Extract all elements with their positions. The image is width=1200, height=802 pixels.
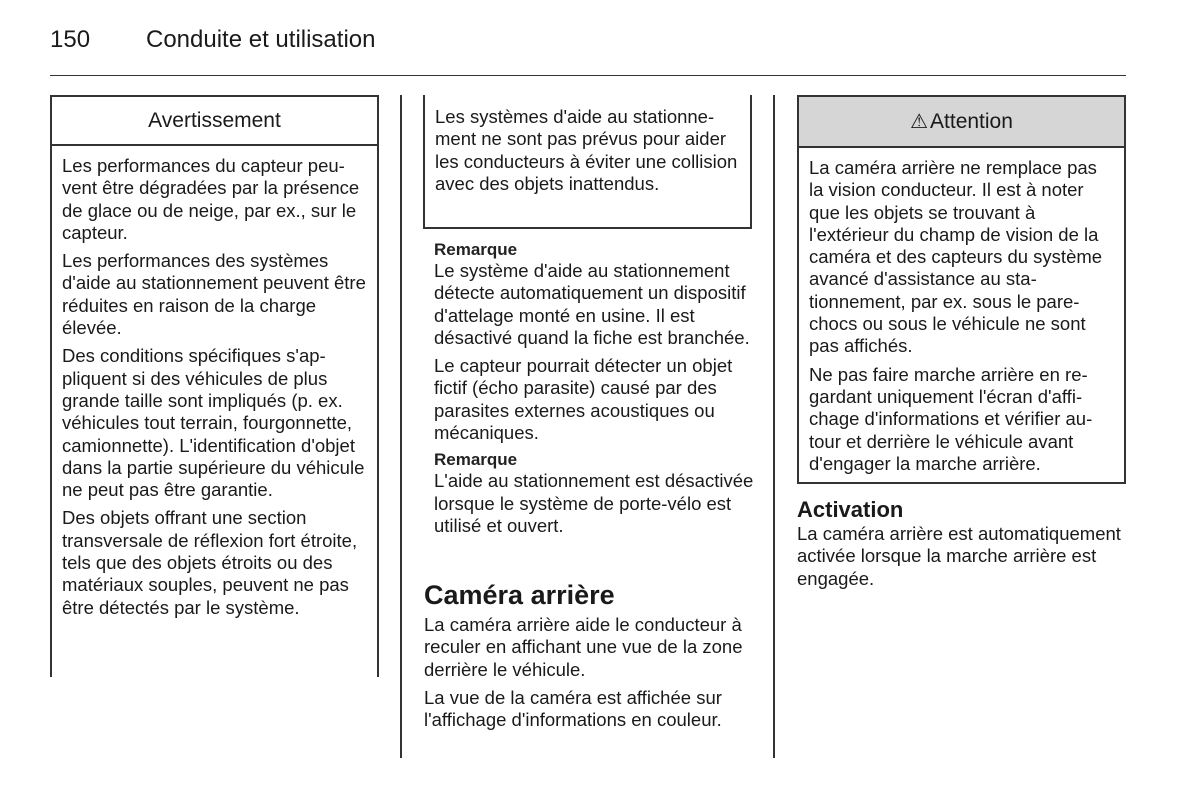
caution-header bbox=[799, 97, 1124, 148]
column-2-text bbox=[434, 240, 754, 543]
rear-camera-section bbox=[424, 574, 758, 737]
section-title: Caméra arrière bbox=[424, 580, 615, 610]
warning-paragraph: Les performances des systèmes d'aide au stationnement peuvent être réduites en raison de la charge élevée. bbox=[62, 250, 366, 339]
warning-paragraph: Des conditions spécifiques s'appliquent si des véhicules de plus grande taille sont impliqués (p. ex. véhicules tout terrain, fourgonnette, camionnette). L'identification d'objet dans la partie supérieure du véhicule ne peut pas être garantie. bbox=[62, 345, 365, 501]
page-header bbox=[50, 24, 1126, 76]
caution-paragraph: Ne pas faire marche arrière en regardant uniquement l'écran d'affichage d'informations et vérifier autour et derrière le véhicule avant d'engager la marche arrière. bbox=[809, 363, 1093, 474]
activation-paragraph: La caméra arrière est automatiquement activée lorsque la marche arrière est engagée. bbox=[797, 523, 1121, 589]
chapter-title: Conduite et utilisation bbox=[146, 26, 376, 53]
caution-paragraph: La caméra arrière ne remplace pas la vision conducteur. Il est à noter que les objets se trouvant à l'extérieur du champ de vision de la caméra et des capteurs du système avancé d'assistance au stationnement, par ex. sous le pare-chocs ou sous le véhicule ne sont pas affichés. bbox=[809, 157, 1103, 357]
warning-body bbox=[52, 146, 377, 619]
caution-body bbox=[799, 148, 1124, 475]
page-number: 150 bbox=[50, 26, 91, 53]
column-rule bbox=[773, 95, 775, 758]
warning-triangle-icon: ⚠ bbox=[910, 111, 929, 133]
caution-title: Attention bbox=[930, 109, 1013, 133]
section-paragraph: La vue de la caméra est affichée sur l'affichage d'informations en couleur. bbox=[424, 686, 722, 731]
warning-box bbox=[50, 95, 379, 677]
remark-label: Remarque bbox=[434, 240, 518, 259]
caution-box bbox=[797, 95, 1126, 484]
sensor-paragraph: Le capteur pourrait détecter un objet fictif (écho parasite) causé par des parasites externes acoustiques ou mécaniques. bbox=[434, 355, 733, 444]
remark-text: Le système d'aide au stationnement détecte automatiquement un dispositif d'attelage monté en usine. Il est désactivé quand la fiche est branchée. bbox=[434, 260, 750, 348]
warning-paragraph: Les performances du capteur peuvent être dégradées par la présence de glace ou de neige, par ex., sur le capteur. bbox=[62, 155, 360, 243]
warning-paragraph: Des objets offrant une section transversale de réflexion fort étroite, tels que des objets étroits ou des matériaux souples, peuvent ne pas être détectés par le système. bbox=[62, 507, 358, 618]
continued-warning-box: Les systèmes d'aide au stationnement ne sont pas prévus pour aider les conducteurs à éviter une collision avec des objets inattendus. bbox=[423, 95, 752, 229]
remark-label: Remarque bbox=[434, 450, 518, 470]
section-paragraph: La caméra arrière aide le conducteur à reculer en affichant une vue de la zone derrière le véhicule. bbox=[424, 614, 743, 680]
subsection-title: Activation bbox=[797, 497, 904, 522]
activation-section bbox=[797, 497, 1121, 596]
warning-title: Avertissement bbox=[52, 97, 377, 146]
remark-text: L'aide au stationnement est désactivée lorsque le système de porte-vélo est utilisé et ouvert. bbox=[434, 470, 754, 536]
column-rule bbox=[400, 95, 402, 758]
